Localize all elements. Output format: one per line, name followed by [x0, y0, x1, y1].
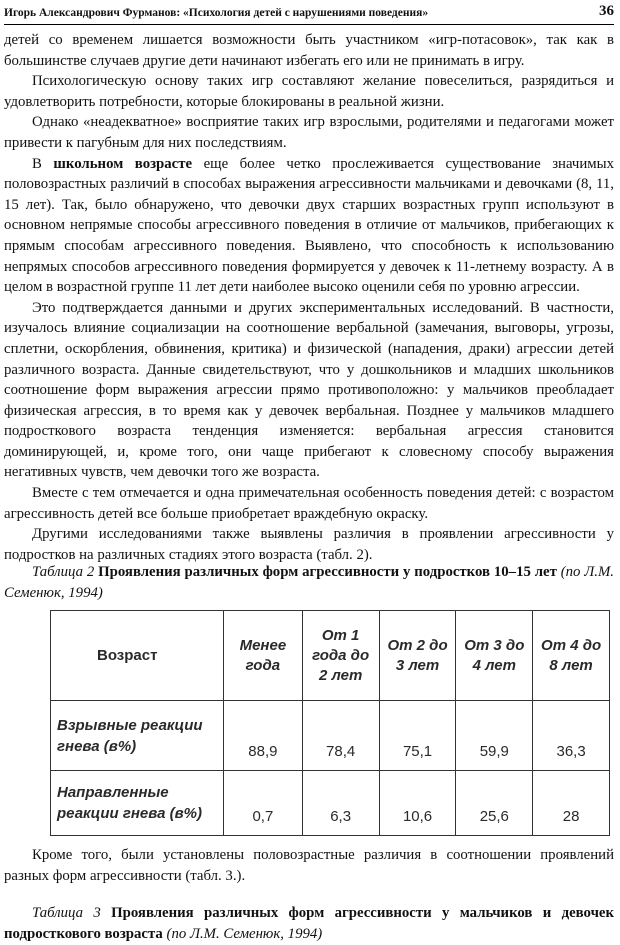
paragraph-8: Кроме того, были установлены половозрастные различия в соотношении проявлений разных форм агрессивности (табл. 3.). [4, 847, 614, 884]
table-row [51, 701, 610, 771]
table-cell: 59,9 [456, 701, 533, 771]
column-header: Менее года [224, 611, 302, 701]
table-cell: 75,1 [379, 701, 456, 771]
table-cell: 6,3 [302, 771, 379, 836]
column-header: От 4 до 8 лет [533, 611, 610, 701]
table-cell: 88,9 [224, 701, 302, 771]
term-school-age: школьном возрасте [53, 155, 193, 172]
table-row [51, 771, 610, 836]
table-cell: 0,7 [224, 771, 302, 836]
running-header [4, 2, 614, 25]
paragraph-7: Другими исследованиями также выявлены различия в проявлении агрессивности у подростков на различных стадиях этого возраста (табл. 2). [4, 526, 614, 563]
table-2-source: (по Л.М. Семенюк, 1994) [4, 564, 614, 601]
body-text [4, 30, 614, 565]
paragraph-1: детей со временем лишается возможности быть участником «игр-потасовок», так как в большинстве случаев другие дети начинают избегать его или не принимать в игру. [4, 32, 614, 69]
paragraph-5: Это подтверждается данными и других экспериментальных исследований. В частности, изучалось влияние социализации на соотношение вербальной (замечания, выговоры, угрозы, сплетни, оскорбления, обвинения, критика) и физической (нападения, драки) агрессии детей различного возраста. Данные свидетельствуют, что у дошкольников и младших школьников соотношение форм выражения агрессии прямо противоположно: у мальчиков преобладает физическая агрессия, в то время как у девочек вербальная. Позднее у мальчиков младшего подросткового возраста тенденция изменяется: вербальная агрессия становится доминирующей, и, кроме того, они чаще прибегают к словесному способу выражения негативных чувств, чем девочки того же возраста. [4, 299, 614, 481]
table-2-title: Проявления различных форм агрессивности у подростков 10–15 лет [98, 564, 557, 580]
table-2 [50, 610, 610, 836]
header-title: Игорь Александрович Фурманов: «Психология детей с нарушениями поведения» [4, 7, 429, 19]
paragraph-6: Вместе с тем отмечается и одна примечательная особенность поведения детей: с возрастом агрессивность детей все больше приобретает враждебную окраску. [4, 485, 614, 522]
paragraph-4-start: В [32, 155, 54, 172]
table-cell: 28 [533, 771, 610, 836]
column-header: От 1 года до 2 лет [302, 611, 379, 701]
table-2-label: Таблица 2 [32, 564, 95, 580]
paragraph-4 [4, 154, 614, 298]
table-3-title: Проявления различных форм агрессивности у мальчиков и девочек подросткового возраста [4, 905, 615, 942]
row-label: Направленные реакции гнева (в%) [51, 771, 224, 836]
table-2-caption [4, 562, 614, 603]
table-header-row [51, 611, 610, 701]
table-cell: 10,6 [379, 771, 456, 836]
row-label: Взрывные реакции гнева (в%) [51, 701, 224, 771]
table-3-label: Таблица 3 [32, 905, 101, 921]
table-cell: 36,3 [533, 701, 610, 771]
column-header: От 3 до 4 лет [456, 611, 533, 701]
table-3-caption [4, 903, 614, 944]
table-cell: 78,4 [302, 701, 379, 771]
column-header: Возраст [51, 611, 224, 701]
table-cell: 25,6 [456, 771, 533, 836]
paragraph-2: Психологическую основу таких игр составляют желание повеселиться, разрядиться и удовлетворить потребности, которые блокированы в реальной жизни. [4, 73, 614, 110]
paragraph-3: Однако «неадекватное» восприятие таких игр взрослыми, родителями и педагогами может привести к пагубным для них последствиям. [4, 114, 614, 151]
page-number: 36 [599, 3, 614, 19]
paragraph-4-rest: еще более четко прослеживается существование значимых половозрастных различий в способах выражения агрессивности мальчиками и девочками (8, 11, 15 лет). Так, было обнаружено, что девочки двух старших возрастных групп используют в основном непрямые способы агрессивного поведения в отличие от мальчиков, прибегающих к прямым способам агрессивного поведения. Выявлено, что способность к использованию непрямых способов агрессивного поведения формируется у девочек к 11-летнему возрасту. А в целом в возрастной группе 11 лет дети наиболее высоко оценили себя по уровню агрессии. [4, 155, 615, 296]
table-3-source: (по Л.М. Семенюк, 1994) [166, 925, 323, 942]
column-header: От 2 до 3 лет [379, 611, 456, 701]
